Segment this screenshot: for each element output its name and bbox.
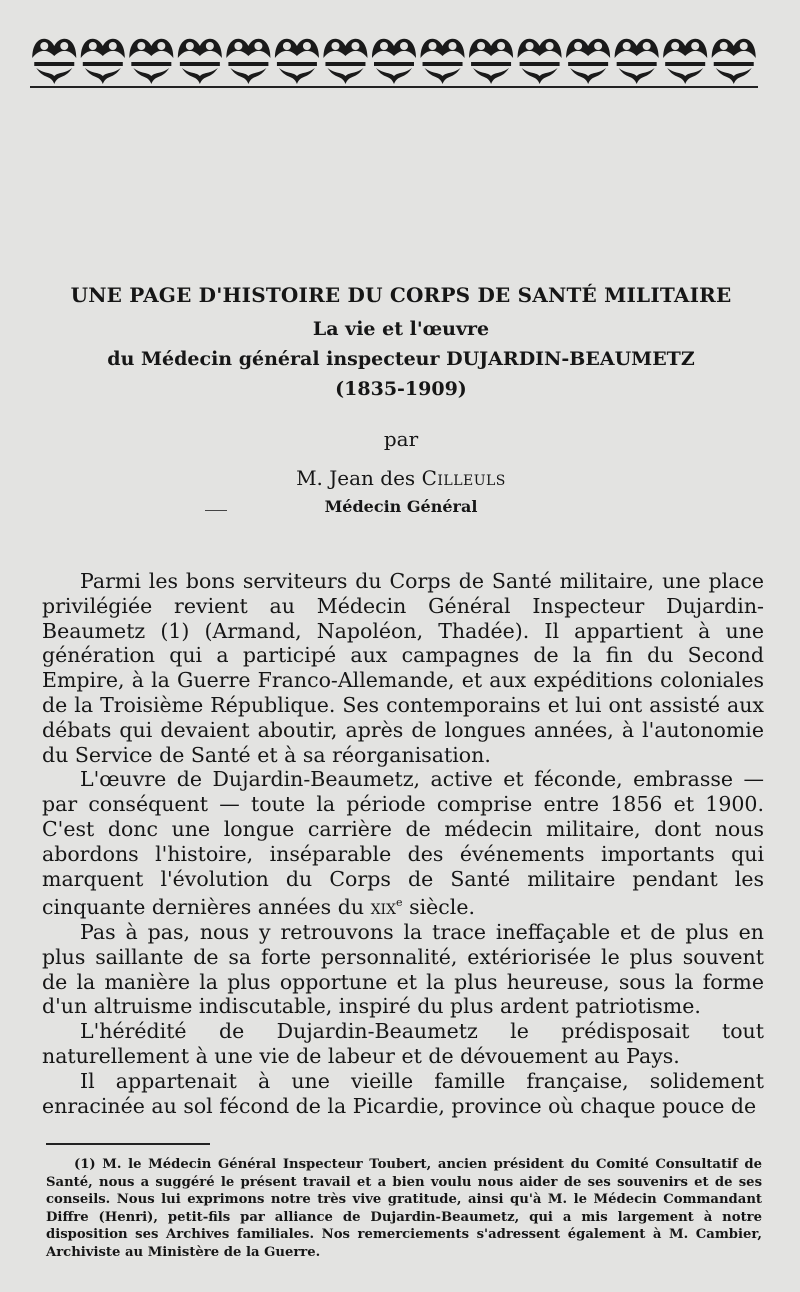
century-superscript: e <box>396 896 403 910</box>
article-body <box>42 569 764 1118</box>
author-rank: Médecin Général <box>324 497 478 516</box>
paragraph-3: Pas à pas, nous y retrouvons la trace ineffaçable et de plus en plus saillante de sa forte personnalité, extériorisée le plus souvent de la manière la plus opportune et la plus heureuse, sous la forme d'un altruisme indiscutable, inspiré du plus ardent patriotisme. <box>42 919 764 1019</box>
paragraph-2-text: L'œuvre de Dujardin-Beaumetz, active et féconde, embrasse — par conséquent — toute la période comprise entre 1856 et 1900. C'est donc une longue carrière de médecin militaire, dont nous abordons l'histoire, inséparable des événements importants qui marquent l'évolution du Corps de Santé militaire pendant les cinquante dernières années du <box>42 767 764 920</box>
subtitle-line-1: La vie et l'œuvre <box>312 318 490 340</box>
paragraph-2 <box>42 767 764 920</box>
article-title: UNE PAGE D'HISTOIRE DU CORPS DE SANTÉ MILITAIRE <box>70 283 732 307</box>
subtitle-line-2: du Médecin général inspecteur DUJARDIN-BEAUMETZ <box>107 348 695 370</box>
century-tail: siècle. <box>409 895 475 920</box>
paragraph-5: Il appartenait à une vieille famille française, solidement enracinée au sol fécond de la Picardie, province où chaque pouce de <box>42 1068 764 1118</box>
by-label: par <box>383 427 419 451</box>
subtitle-dates: (1835-1909) <box>335 378 467 400</box>
century-numeral: xix <box>370 895 397 920</box>
footnote-rule <box>46 1143 210 1145</box>
header-rule <box>30 86 758 88</box>
footnote <box>46 1156 762 1261</box>
author-prefix: M. Jean des <box>296 466 416 490</box>
author-line <box>40 466 762 490</box>
fleuron-border-icon <box>30 28 758 88</box>
footnote-text: (1) M. le Médecin Général Inspecteur Toubert, ancien président du Comité Consultatif de Santé, nous a suggéré le présent travail et a bien voulu nous aider de ses souvenirs et de ses conseils. Nous lui exprimons notre très vive gratitude, ainsi qu'à M. le Médecin Commandant Diffre (Henri), petit-fils par alliance de Dujardin-Beaumetz, qui a mis largement à notre disposition ses Archives familiales. Nos remerciements s'adressent également à M. Cambier, Archiviste au Ministère de la Guerre. <box>46 1157 762 1260</box>
paragraph-1: Parmi les bons serviteurs du Corps de Santé militaire, une place privilégiée revient au Médecin Général Inspecteur Dujardin-Beaumetz (1) (Armand, Napoléon, Thadée). Il appartient à une génération qui a participé aux campagnes de la fin du Second Empire, à la Guerre Franco-Allemande, et aux expéditions coloniales de la Troisième République. Ses contemporains et lui ont assisté aux débats qui devaient aboutir, après de longues années, à l'autonomie du Service de Santé et à sa réorganisation. <box>42 569 764 767</box>
paragraph-4: L'hérédité de Dujardin-Beaumetz le prédisposait tout naturellement à une vie de labeur et de dévouement au Pays. <box>42 1019 764 1068</box>
author-surname: Cilleuls <box>421 466 506 490</box>
